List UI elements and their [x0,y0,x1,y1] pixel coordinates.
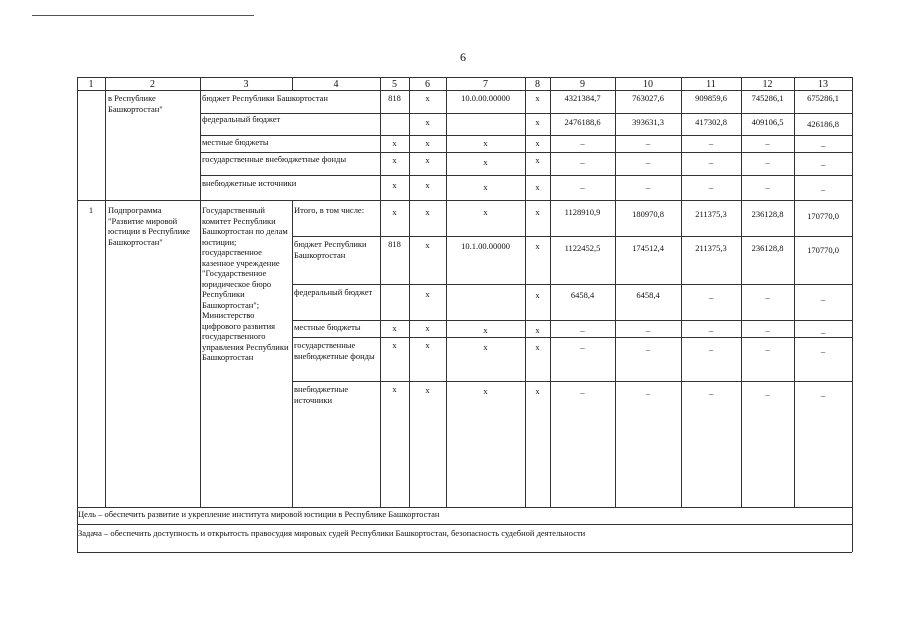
cell: 818 [388,93,401,103]
cell: x [483,386,488,396]
cell: x [425,117,430,127]
value-cell: 6458,4 [570,290,595,300]
col-header: 7 [483,79,488,90]
source-label: внебюджетные источники [294,384,349,405]
value-cell: 211375,3 [695,243,727,253]
value-cell: – [820,159,826,169]
value-cell: 4321384,7 [564,93,601,103]
value-cell: 180970,8 [632,209,664,219]
value-cell: 236128,8 [751,243,784,253]
value-cell: – [820,140,826,150]
value-cell: – [580,325,585,335]
value-cell: 675286,1 [807,93,839,103]
cell: x [535,241,540,251]
value-cell: – [580,387,585,397]
value-cell: – [580,157,585,167]
cell: x [535,138,540,148]
value-cell: – [820,327,826,337]
value-cell: – [708,138,714,148]
source-label: внебюджетные источники [202,178,297,188]
cell: x [535,155,540,165]
value-cell: – [765,389,770,399]
col-header: 8 [535,79,540,90]
source-label: Итого, в том числе: [294,205,365,215]
source-label: государственные внебюджетные фонды [294,340,375,361]
responsible-executors: Государственный комитет Республики Башкортостан по делам юстиции; государственное казенное учреждение "Государственное юридическое бюро Республики Башкортостан"; Министерство цифрового развития государственного управления Республики Башкортостан [202,205,289,362]
col-header: 4 [333,79,339,90]
col-header: 13 [818,79,828,90]
value-cell: 174512,4 [632,243,664,253]
cell: x [392,340,397,350]
value-cell: – [820,390,826,400]
source-label: федеральный бюджет [202,114,281,124]
source-label: местные бюджеты [202,137,269,147]
value-cell: – [580,342,585,352]
cell: 10.1.00.00000 [461,241,510,251]
cell: x [483,325,488,335]
value-cell: 6458,4 [636,290,660,300]
value-cell: – [765,182,770,192]
cell: x [392,180,397,190]
cell: x [392,207,397,217]
cell: x [392,138,397,148]
cell: x [535,93,540,103]
value-cell: – [820,346,826,356]
value-cell: – [645,182,651,192]
value-cell: – [645,388,651,398]
value-cell: – [580,182,585,192]
value-cell: – [820,184,826,194]
source-label: местные бюджеты [294,322,361,332]
col-header: 12 [762,79,773,90]
cell: x [535,182,540,192]
cell: x [483,342,488,352]
col-header: 3 [243,79,249,90]
cell: x [425,93,430,103]
value-cell: – [820,294,826,304]
value-cell: – [765,344,770,354]
value-cell: 393631,3 [632,117,664,127]
value-cell: – [645,325,651,335]
cell: x [483,182,488,192]
col-header: 1 [88,79,94,90]
value-cell: – [765,325,770,335]
program-name-continuation: в Республике Башкортостан" [108,93,163,114]
cell: x [535,117,540,127]
value-cell: 417302,8 [695,117,727,127]
cell: x [425,155,430,165]
col-header: 11 [706,79,716,90]
value-cell: 170770,0 [807,211,839,221]
cell: x [483,207,488,217]
cell: x [392,155,397,165]
value-cell: 170770,0 [807,245,839,255]
cell: 10.0.00.00000 [461,93,510,103]
value-cell: – [708,182,714,192]
col-header: 2 [150,79,155,90]
value-cell: – [765,292,770,302]
goal-text: Цель – обеспечить развитие и укрепление института мировой юстиции в Республике Башкортостан [78,509,440,519]
cell: x [425,289,430,299]
value-cell: 1122452,5 [564,243,601,253]
value-cell: 745286,1 [751,93,784,103]
cell: x [425,207,430,217]
source-label: государственные внебюджетные фонды [202,154,347,164]
value-cell: – [645,344,651,354]
row-number: 1 [88,205,94,215]
value-cell: 1128910,9 [564,207,601,217]
cell: 818 [388,239,401,249]
source-label: федеральный бюджет [294,287,373,297]
subprogram-name: Подпрограмма "Развитие мировой юстиции в Республике Башкортостан" [108,205,190,247]
value-cell: – [645,157,651,167]
value-cell: – [708,388,714,398]
value-cell: 909859,6 [695,93,727,103]
cell: x [425,180,430,190]
value-cell: – [765,157,770,167]
value-cell: – [708,325,714,335]
cell: x [392,384,397,394]
cell: x [425,340,430,350]
cell: x [535,325,540,335]
value-cell: 236128,8 [751,209,784,219]
cell: x [483,157,488,167]
cell: x [535,207,540,217]
cell: x [535,290,540,300]
source-label: бюджет Республики Башкортостан [202,93,328,103]
cell: x [425,323,430,333]
cell: x [392,323,397,333]
page-number: 6 [460,50,466,64]
value-cell: 763027,6 [632,93,664,103]
value-cell: – [580,138,585,148]
task-text: Задача – обеспечить доступность и открытость правосудия мировых судей Республики Башкортостан, безопасность судебной деятельности [78,528,586,538]
cell: x [425,240,430,250]
value-cell: 409106,5 [751,117,784,127]
cell: x [535,386,540,396]
cell: x [483,138,488,148]
col-header: 9 [580,79,585,90]
col-header: 6 [425,79,430,90]
col-header: 5 [392,79,397,90]
cell: x [535,342,540,352]
col-header: 10 [643,79,653,90]
value-cell: – [708,292,714,302]
cell: x [425,138,430,148]
source-label: бюджет Республики Башкортостан [294,239,367,260]
value-cell: – [645,138,651,148]
value-cell: 211375,3 [695,209,727,219]
top-rule [32,15,254,16]
value-cell: 2476188,6 [564,117,601,127]
value-cell: – [708,344,714,354]
value-cell: 426186,8 [807,119,839,129]
value-cell: – [708,157,714,167]
cell: x [425,385,430,395]
value-cell: – [765,138,770,148]
